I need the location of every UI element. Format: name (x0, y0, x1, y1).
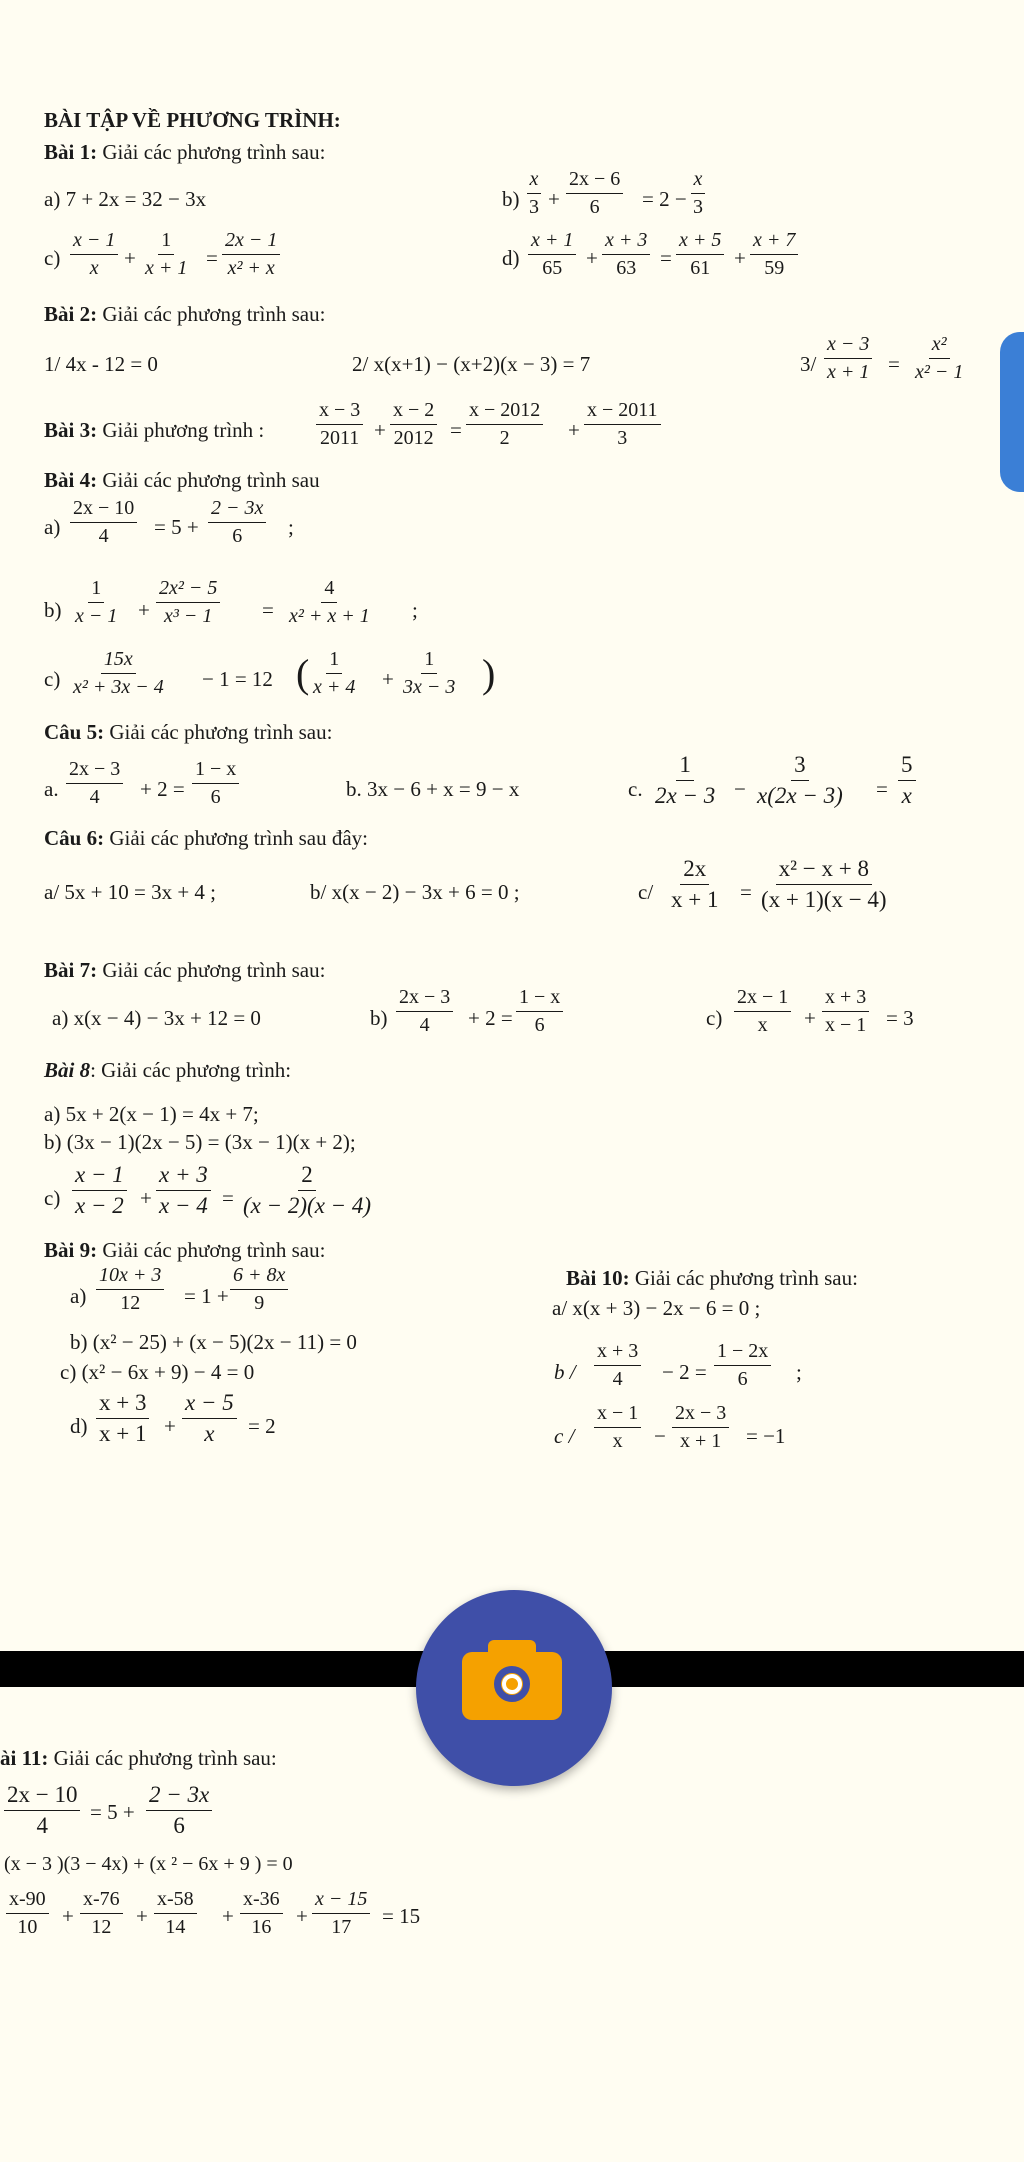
bai4-c-op: + (382, 667, 394, 691)
bai9-d-label: d) (70, 1414, 88, 1438)
bai1-heading: Bài 1: Giải các phương trình sau: (44, 140, 326, 164)
bai10-c-frac1: x − 1 x (594, 1402, 641, 1453)
bai9-a-frac2: 6 + 8x 9 (230, 1264, 288, 1315)
bai9-heading: Bài 9: Giải các phương trình sau: (44, 1238, 326, 1262)
bai7-a: a) x(x − 4) − 3x + 12 = 0 (52, 1006, 261, 1030)
bai1-c-op: + (124, 246, 136, 270)
bai4-b-frac2: 2x² − 5 x³ − 1 (156, 577, 220, 628)
bai1-d-frac4: x + 7 59 (750, 229, 798, 280)
bai2-p3-label: 3/ (800, 352, 817, 376)
bai7-b-frac2: 1 − x 6 (516, 986, 563, 1037)
bai11-l3-frac2: x-76 12 (80, 1888, 123, 1939)
bai1-b-op: + (548, 187, 560, 211)
bai1-c-eq: = (206, 246, 218, 270)
bai9-c: c) (x² − 6x + 9) − 4 = 0 (60, 1360, 255, 1384)
cau6-c-label: c/ (638, 880, 654, 904)
bai8-c-frac2: x + 3 x − 4 (156, 1162, 211, 1220)
bai11-l3-op4: + (296, 1904, 308, 1928)
bai11-l3-end: = 15 (382, 1904, 421, 1928)
bai4-a-end: ; (288, 515, 294, 539)
bai9-d-frac2: x − 5 x (182, 1390, 237, 1448)
bai1-c-label: c) (44, 246, 61, 270)
bai1-d-frac1: x + 1 65 (528, 229, 576, 280)
cau5-a-label: a. (44, 777, 59, 801)
bai10-c-label: c / (554, 1424, 575, 1448)
cau5-a-mid: + 2 = (140, 777, 185, 801)
bai4-c-frac3: 1 3x − 3 (403, 648, 456, 698)
cau6-c-eq: = (740, 880, 752, 904)
bai1-c-frac1: x − 1 x (70, 229, 118, 280)
page-title: BÀI TẬP VỀ PHƯƠNG TRÌNH: (44, 108, 341, 132)
bai11-l3-op3: + (222, 1904, 234, 1928)
bai7-c-end: = 3 (886, 1006, 914, 1030)
bai1-b-frac2: 2x − 6 6 (566, 168, 623, 219)
bai3-frac1: x − 3 2011 (316, 399, 363, 450)
bai1-d-label: d) (502, 246, 520, 270)
bai1-d-op1: + (586, 246, 598, 270)
bai3-op2: + (568, 418, 580, 442)
bai4-b-eq: = (262, 598, 274, 622)
cau5-c-frac1: 1 2x − 3 (655, 752, 716, 809)
bai10-heading: Bài 10: Giải các phương trình sau: (566, 1266, 858, 1290)
bai7-b-frac1: 2x − 3 4 (396, 986, 453, 1037)
bai10-c-frac2: 2x − 3 x + 1 (672, 1402, 729, 1453)
bai8-c-label: c) (44, 1186, 61, 1210)
bai4-b-frac3: 4 x² + x + 1 (289, 577, 370, 627)
bai2-p2: 2/ x(x+1) − (x+2)(x − 3) = 7 (352, 352, 591, 376)
bai8-c-eq: = (222, 1186, 234, 1210)
bai2-heading: Bài 2: Giải các phương trình sau: (44, 302, 326, 326)
bai2-p1: 1/ 4x - 12 = 0 (44, 352, 158, 376)
bai1-b-eq: = 2 − (642, 187, 687, 211)
bai2-p3-frac2: x² x² − 1 (915, 333, 964, 383)
bai8-b: b) (3x − 1)(2x − 5) = (3x − 1)(x + 2); (44, 1130, 356, 1154)
bai11-l1-mid: = 5 + (90, 1800, 135, 1824)
bai1-b-frac1: x 3 (526, 168, 542, 219)
camera-button[interactable] (416, 1590, 612, 1786)
bai4-b-end: ; (412, 598, 418, 622)
bai8-a: a) 5x + 2(x − 1) = 4x + 7; (44, 1102, 259, 1126)
bai1-a: a) 7 + 2x = 32 − 3x (44, 187, 207, 211)
bai4-c-paren-open: ( (296, 651, 310, 696)
bai11-l3-frac3: x-58 14 (154, 1888, 197, 1939)
bai9-a-mid: = 1 + (184, 1284, 229, 1308)
cau6-a: a/ 5x + 10 = 3x + 4 ; (44, 880, 217, 904)
cau5-a-frac2: 1 − x 6 (192, 758, 239, 809)
bai2-p3-frac1: x − 3 x + 1 (824, 333, 872, 384)
bai3-heading: Bài 3: Giải phương trình : (44, 418, 265, 442)
bai3-frac3: x − 2012 2 (466, 399, 543, 450)
bai7-c-op: + (804, 1006, 816, 1030)
bai10-b-frac2: 1 − 2x 6 (714, 1340, 771, 1391)
cau5-a-frac1: 2x − 3 4 (66, 758, 123, 809)
bai4-b-label: b) (44, 598, 62, 622)
bai3-op1: + (374, 418, 386, 442)
bai4-c-paren-close: ) (482, 651, 496, 696)
side-panel-tab[interactable] (1000, 332, 1024, 492)
bai7-b-mid: + 2 = (468, 1006, 513, 1030)
bai1-d-frac3: x + 5 61 (676, 229, 724, 280)
bai4-a-frac2: 2 − 3x 6 (208, 497, 266, 548)
bai9-d-frac1: x + 3 x + 1 (96, 1390, 149, 1448)
bai7-c-label: c) (706, 1006, 723, 1030)
bai2-p3-eq: = (888, 352, 900, 376)
bai1-d-frac2: x + 3 63 (602, 229, 650, 280)
bai4-a-mid: = 5 + (154, 515, 199, 539)
bai1-c-frac2: 1 x + 1 (145, 229, 188, 279)
bai11-l3-op1: + (62, 1904, 74, 1928)
cau5-b: b. 3x − 6 + x = 9 − x (346, 777, 520, 801)
camera-lens-inner-icon (502, 1674, 522, 1694)
bai9-d-end: = 2 (248, 1414, 276, 1438)
bai10-b-frac1: x + 3 4 (594, 1340, 641, 1391)
bai8-c-op: + (140, 1186, 152, 1210)
bai11-l1-frac2: 2 − 3x 6 (146, 1782, 212, 1840)
bai4-c-mid: − 1 = 12 (202, 667, 273, 691)
cau6-heading: Câu 6: Giải các phương trình sau đây: (44, 826, 369, 850)
bai11-l3-frac1: x-90 10 (6, 1888, 49, 1939)
bai3-frac4: x − 2011 3 (584, 399, 661, 450)
bai9-d-op: + (164, 1414, 176, 1438)
bai4-heading: Bài 4: Giải các phương trình sau (44, 468, 320, 492)
bai7-c-frac1: 2x − 1 x (734, 986, 791, 1037)
bai10-c-op: − (654, 1424, 666, 1448)
bai11-heading: ài 11: Giải các phương trình sau: (0, 1746, 277, 1770)
bai11-l2: (x − 3 )(3 − 4x) + (x ² − 6x + 9 ) = 0 (4, 1853, 293, 1875)
bai1-c-frac3: 2x − 1 x² + x (222, 229, 280, 280)
cau6-b: b/ x(x − 2) − 3x + 6 = 0 ; (310, 880, 520, 904)
bai3-frac2: x − 2 2012 (390, 399, 437, 450)
cau5-heading: Câu 5: Giải các phương trình sau: (44, 720, 333, 744)
bai1-d-eq: = (660, 246, 672, 270)
cau6-c-frac2: x² − x + 8 (x + 1)(x − 4) (761, 856, 887, 913)
bai7-c-frac2: x + 3 x − 1 (822, 986, 869, 1037)
bai10-a: a/ x(x + 3) − 2x − 6 = 0 ; (552, 1296, 761, 1320)
bai10-c-end: = −1 (746, 1424, 786, 1448)
bai1-d-op2: + (734, 246, 746, 270)
bai11-l3-frac5: x − 15 17 (312, 1888, 370, 1939)
bai10-b-end: ; (796, 1360, 802, 1384)
bai10-b-label: b / (554, 1360, 576, 1384)
cau5-c-frac3: 5 x (898, 752, 916, 810)
cau6-c-frac1: 2x x + 1 (671, 856, 719, 913)
bai7-b-label: b) (370, 1006, 388, 1030)
cau5-c-frac2: 3 x(2x − 3) (757, 752, 843, 809)
bai4-b-frac1: 1 x − 1 (75, 577, 118, 627)
bai10-b-mid: − 2 = (662, 1360, 707, 1384)
bai4-a-frac1: 2x − 10 4 (70, 497, 137, 548)
bai9-b: b) (x² − 25) + (x − 5)(2x − 11) = 0 (70, 1330, 357, 1354)
bai9-a-label: a) (70, 1284, 87, 1308)
bai9-a-frac1: 10x + 3 12 (96, 1264, 164, 1315)
bai4-b-op: + (138, 598, 150, 622)
bai8-c-frac3: 2 (x − 2)(x − 4) (243, 1162, 372, 1219)
bai11-l3-op2: + (136, 1904, 148, 1928)
bai4-c-frac1: 15x x² + 3x − 4 (73, 648, 164, 698)
bai1-b-label: b) (502, 187, 520, 211)
bai7-heading: Bài 7: Giải các phương trình sau: (44, 958, 326, 982)
bai11-l3-frac4: x-36 16 (240, 1888, 283, 1939)
bai8-c-frac1: x − 1 x − 2 (72, 1162, 127, 1220)
bai11-l1-frac1: 2x − 10 4 (4, 1782, 80, 1840)
bai8-heading: Bài 8: Giải các phương trình: (44, 1058, 292, 1082)
bai3-eq: = (450, 418, 462, 442)
bai1-b-frac3: x 3 (690, 168, 706, 219)
cau5-c-eq: = (876, 777, 888, 801)
bai4-a-label: a) (44, 515, 61, 539)
bai4-c-frac2: 1 x + 4 (313, 648, 356, 698)
bai4-c-label: c) (44, 667, 61, 691)
cau5-c-op: − (734, 777, 746, 801)
cau5-c-label: c. (628, 777, 643, 801)
